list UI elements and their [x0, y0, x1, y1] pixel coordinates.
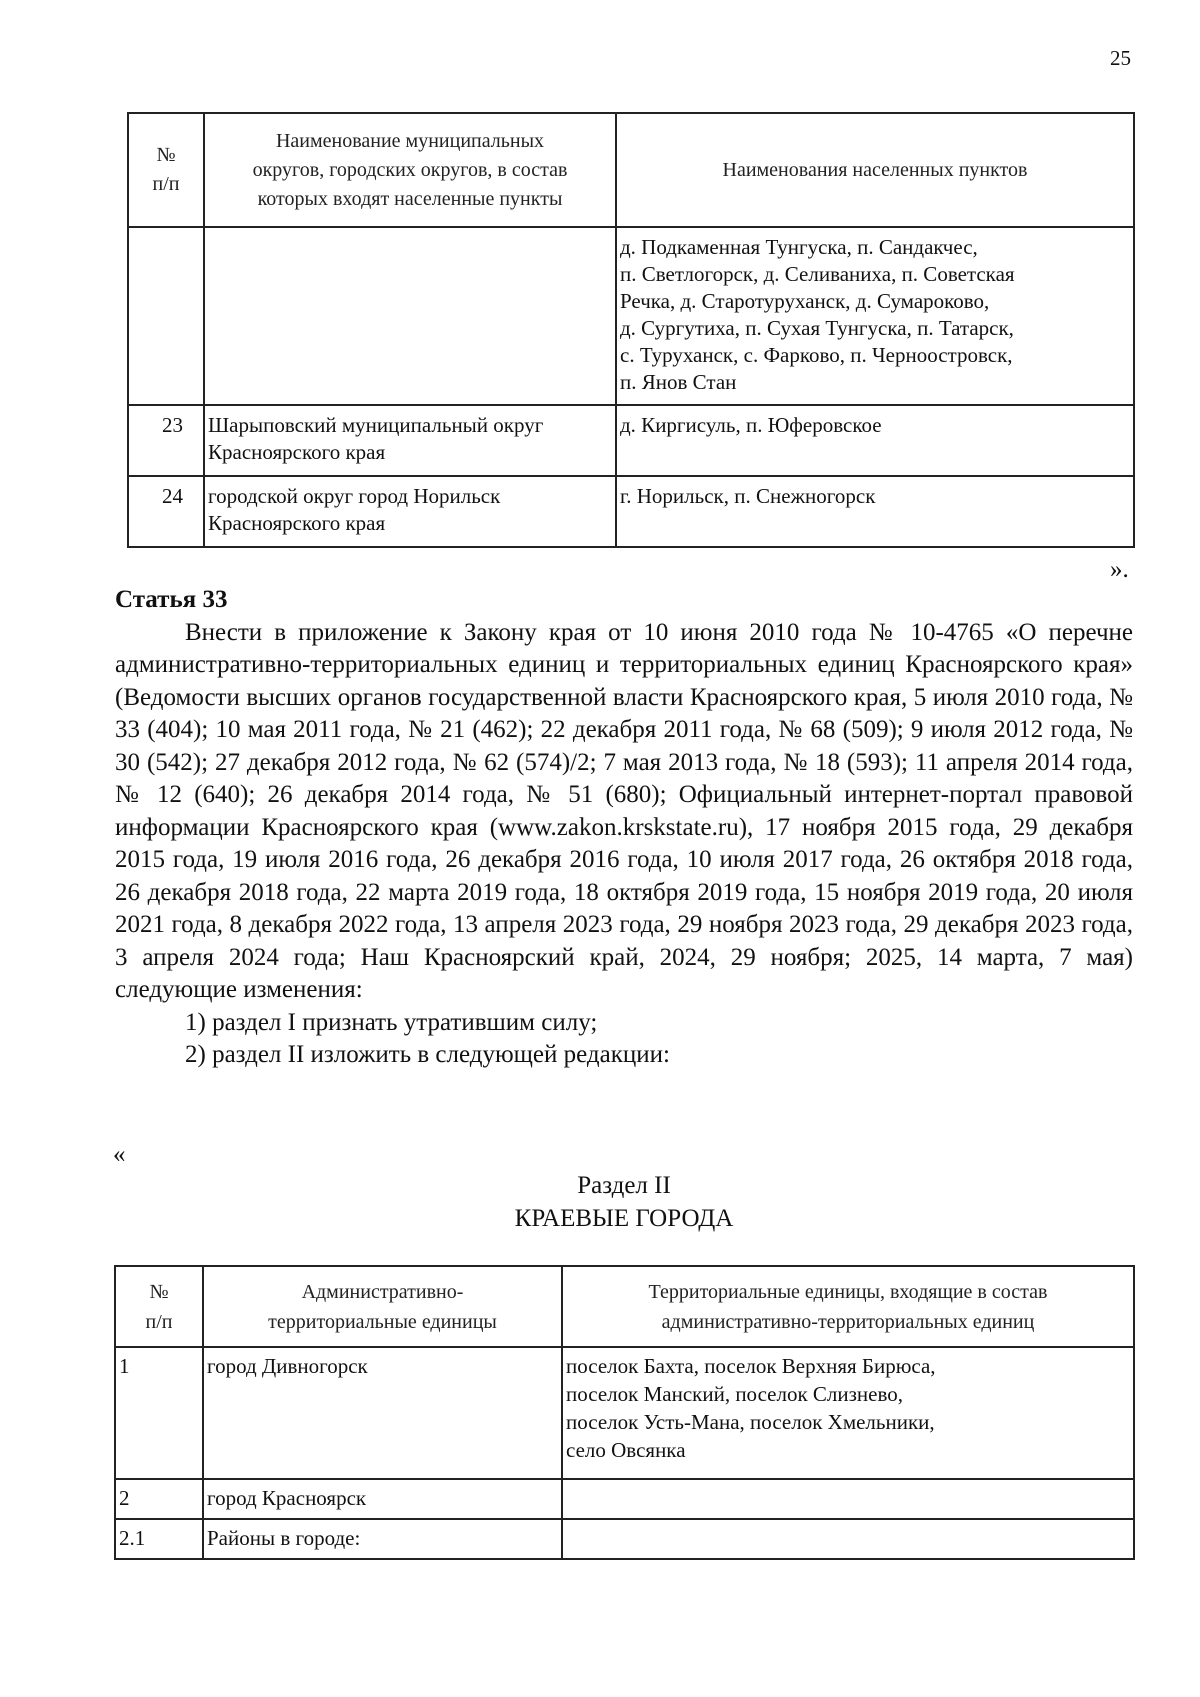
header-number-label: № п/п [145, 1280, 173, 1333]
table-header-row [115, 1266, 1134, 1347]
header-units [203, 1266, 562, 1347]
header-number [115, 1266, 203, 1347]
table-row [115, 1347, 1134, 1479]
row-settlements: д. Подкаменная Тунгуска, п. Сандакчес, п. Светлогорск, д. Селиваниха, п. Советская Речка, д. Старотуруханск, д. Сумароково, д. Сургутиха, п. Сухая Тунгуска, п. Татарск, с. Туруханск, с. Фарково, п. Черноостровск, п. Янов Стан [616, 227, 1134, 405]
row-unit: город Дивногорск [203, 1347, 562, 1479]
table-row [128, 476, 1134, 547]
header-number [128, 113, 204, 227]
header-units-label: Административно- территориальные единицы [268, 1280, 497, 1333]
row-unit: город Красноярск [203, 1479, 562, 1519]
row-district [204, 227, 616, 405]
row-district: Шарыповский муниципальный округ Красноярского края [204, 405, 616, 476]
row-number: 23 [128, 405, 204, 476]
row-number: 2 [115, 1479, 203, 1519]
header-districts [204, 113, 616, 227]
settlements-table [127, 112, 1135, 548]
row-number: 24 [128, 476, 204, 547]
row-number [128, 227, 204, 405]
closing-quote: ». [1110, 556, 1129, 583]
article-body: Внести в приложение к Закону края от 10 июня 2010 года № 10-4765 «О перечне административно-территориальных единиц и территориальных единиц Красноярского края» (Ведомости высших органов государственной власти Красноярского края, 5 июля 2010 года, № 33 (404); 10 мая 2011 года, № 21 (462); 22 декабря 2011 года, № 68 (509); 9 июля 2012 года, № 30 (542); 27 декабря 2012 года, № 62 (574)/2; 7 мая 2013 года, № 18 (593); 11 апреля 2014 года, № 12 (640); 26 декабря 2014 года, № 51 (680); Официальный интернет-портал правовой информации Красноярского края (www.zakon.krskstate.ru), 17 ноября 2015 года, 29 декабря 2015 года, 19 июля 2016 года, 26 декабря 2016 года, 10 июля 2017 года, 26 октября 2018 года, 26 декабря 2018 года, 22 марта 2019 года, 18 октября 2019 года, 15 ноября 2019 года, 20 июля 2021 года, 8 декабря 2022 года, 13 апреля 2023 года, 29 ноября 2023 года, 29 декабря 2023 года, 3 апреля 2024 года; Наш Красноярский край, 2024, 29 ноября; 2025, 14 марта, 7 мая) следующие изменения: [115, 618, 1133, 1003]
table-row [115, 1479, 1134, 1519]
article-33 [115, 584, 1133, 1072]
row-number: 1 [115, 1347, 203, 1479]
row-territories: поселок Бахта, поселок Верхняя Бирюса, поселок Манский, поселок Слизнево, поселок Усть-Мана, поселок Хмельники, село Овсянка [562, 1347, 1134, 1479]
opening-quote: « [113, 1141, 126, 1168]
header-settlements-label: Наименования населенных пунктов [722, 158, 1028, 181]
section-title: Раздел II [577, 1172, 671, 1199]
row-territories [562, 1479, 1134, 1519]
article-item-1: 1) раздел I признать утратившим силу; [185, 1008, 598, 1036]
row-number: 2.1 [115, 1519, 203, 1559]
section-subtitle: КРАЕВЫЕ ГОРОДА [514, 1205, 734, 1232]
header-settlements [616, 113, 1134, 227]
table-row [128, 227, 1134, 405]
table-row [115, 1519, 1134, 1559]
regional-cities-table [114, 1265, 1135, 1560]
row-settlements: д. Киргисуль, п. Юферовское [616, 405, 1134, 476]
row-settlements: г. Норильск, п. Снежногорск [616, 476, 1134, 547]
table-header-row [128, 113, 1134, 227]
row-district: городской округ город Норильск Красноярского края [204, 476, 616, 547]
header-number-label: № п/п [152, 144, 180, 195]
article-title: Статья 33 [115, 586, 228, 613]
header-territories-label: Территориальные единицы, входящие в состав административно-территориальных единиц [648, 1280, 1048, 1333]
article-item-2: 2) раздел II изложить в следующей редакции: [185, 1041, 670, 1068]
row-territories [562, 1519, 1134, 1559]
table-row [128, 405, 1134, 476]
page-number: 25 [1110, 46, 1131, 70]
header-districts-label: Наименование муниципальных округов, городских округов, в состав которых входят населенные пункты [252, 129, 568, 210]
header-territories [562, 1266, 1134, 1347]
row-unit: Районы в городе: [203, 1519, 562, 1559]
